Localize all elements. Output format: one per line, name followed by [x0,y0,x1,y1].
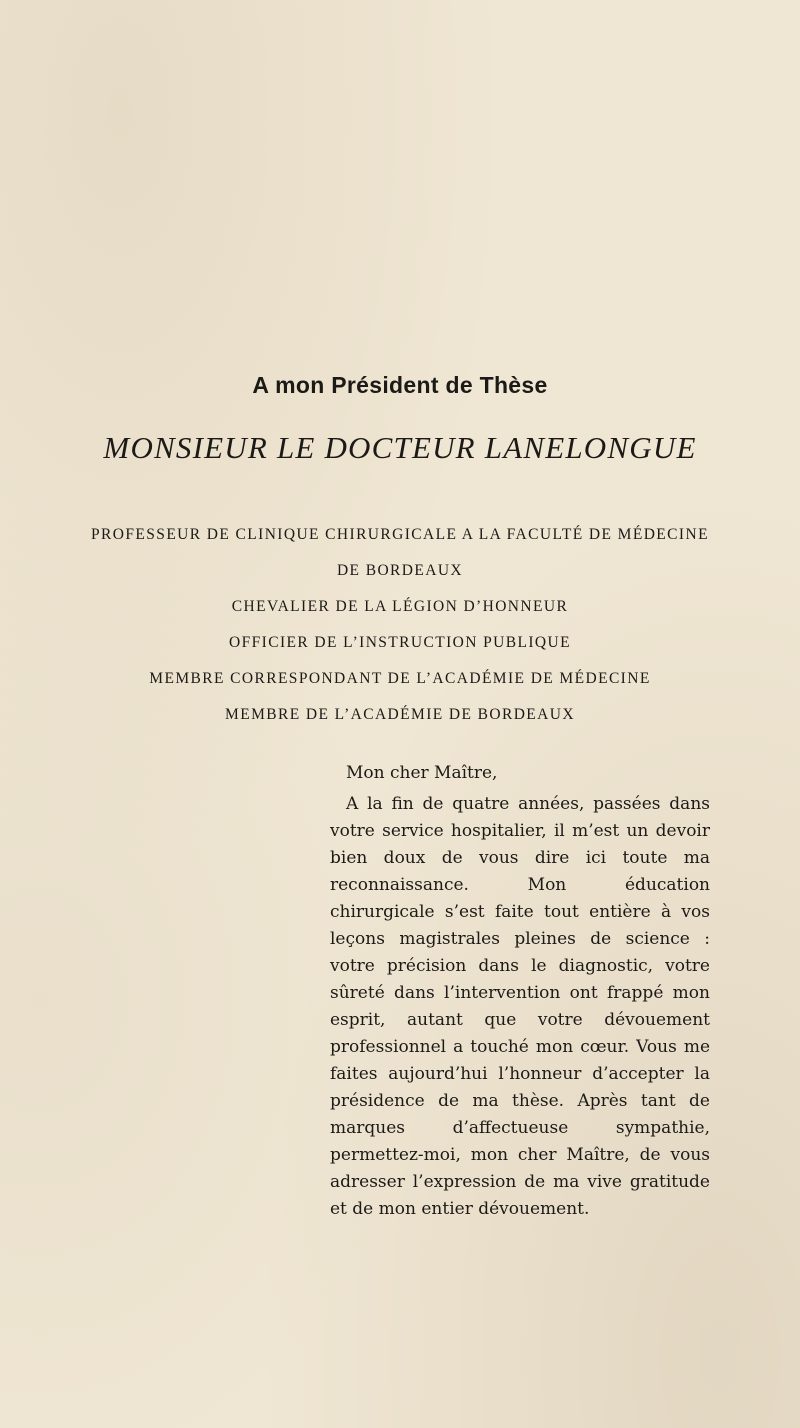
honoree-titles [30,527,770,743]
title-line: DE BORDEAUX [336,562,464,579]
letter-salutation: Mon cher Maître, [346,763,498,783]
dedication-heading: A mon Président de Thèse [252,372,548,398]
title-line: CHEVALIER DE LA LÉGION D’HONNEUR [231,598,569,615]
title-line: MEMBRE DE L’ACADÉMIE DE BORDEAUX [225,706,575,723]
title-line: PROFESSEUR DE CLINIQUE CHIRURGICALE A LA FACULTÉ DE MÉDECINE [91,526,709,543]
dedication-letter [330,760,710,1223]
title-line: MEMBRE CORRESPONDANT DE L’ACADÉMIE DE MÉDECINE [149,670,651,687]
letter-body: A la fin de quatre années, passées dans votre service hospitalier, il m’est un devoir bien doux de vous dire ici toute ma reconnaissance. Mon éducation chirurgicale s’est faite tout entière à vos leçons magistrales pleines de science : votre précision dans le diagnostic, votre sûreté dans l’intervention ont frappé mon esprit, autant que votre dévouement professionnel a touché mon cœur. Vous me faites aujourd’hui l’honneur d’accepter la présidence de ma thèse. Après tant de marques d’affectueuse sympathie, permettez-moi, mon cher Maître, de vous adresser l’expression de ma vive gratitude et de mon entier dévouement. [330,794,710,1219]
title-line: OFFICIER DE L’INSTRUCTION PUBLIQUE [229,634,571,651]
honoree-name: MONSIEUR LE DOCTEUR LANELONGUE [103,430,697,465]
